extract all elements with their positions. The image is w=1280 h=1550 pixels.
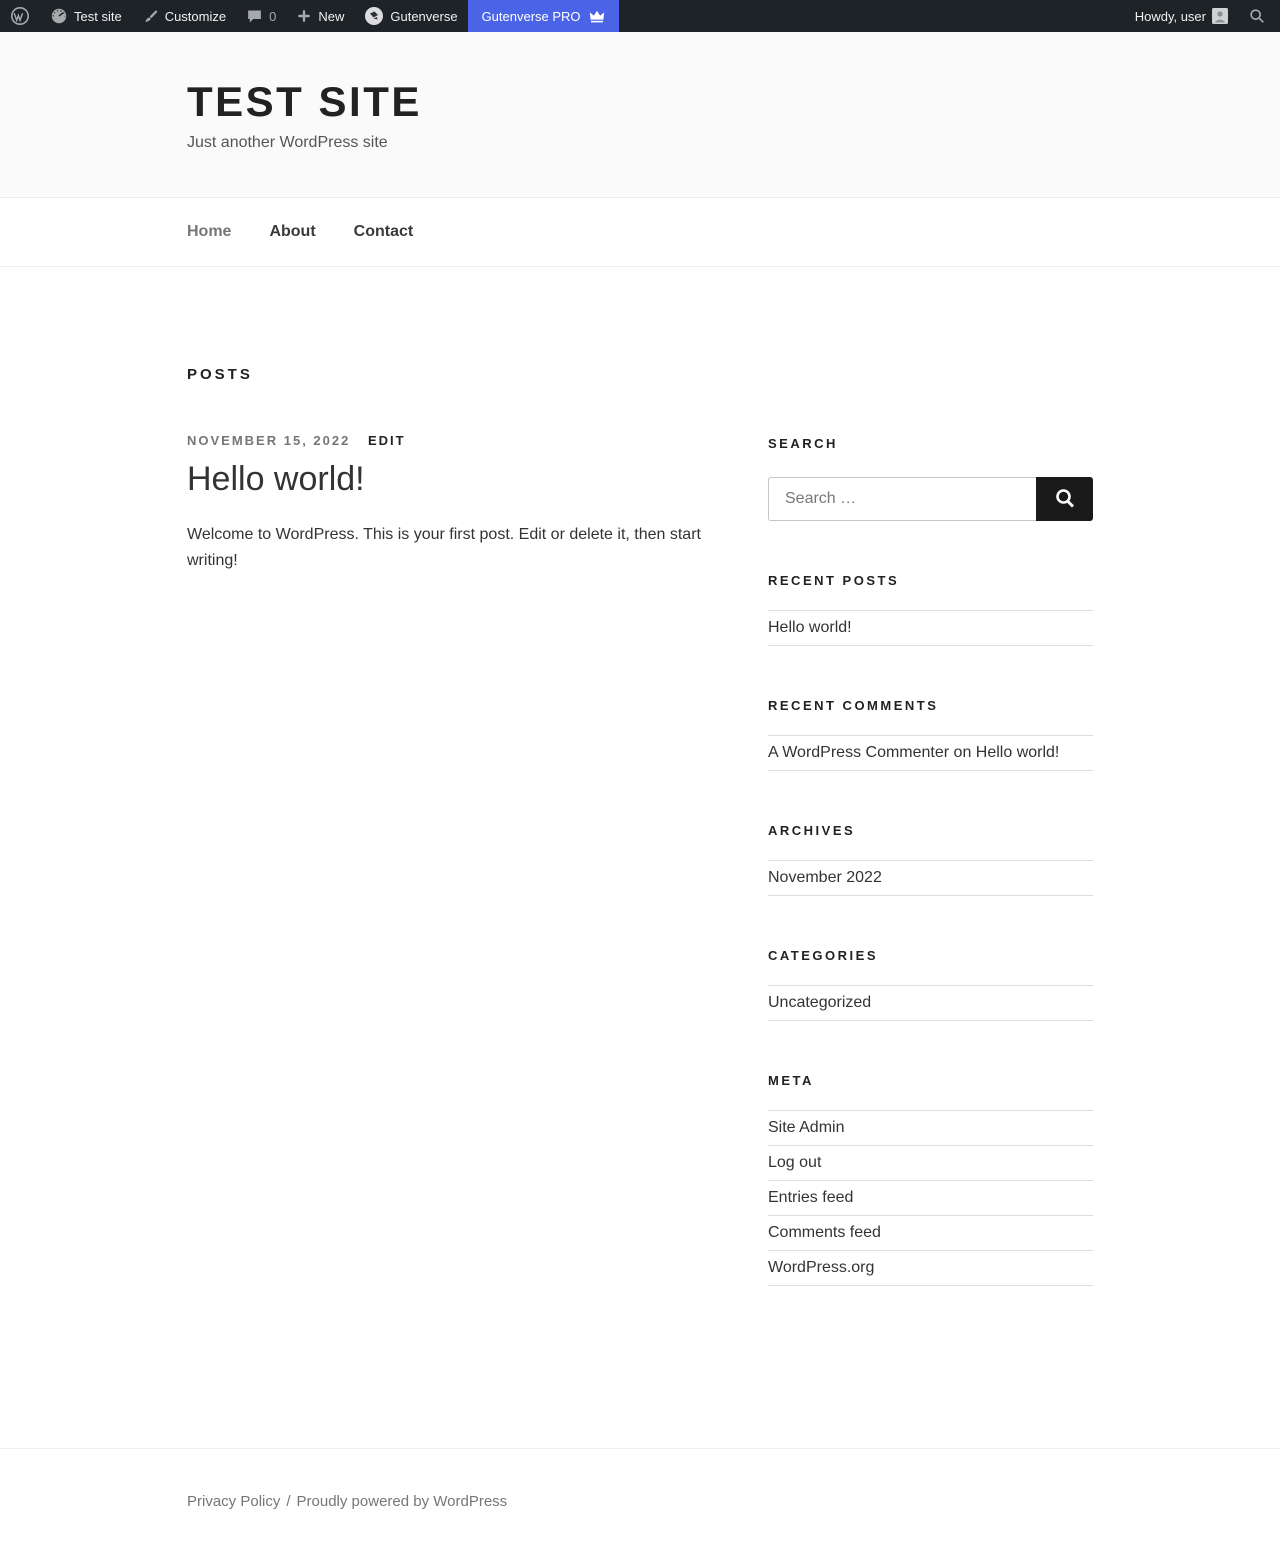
- site-tagline: Just another WordPress site: [187, 134, 388, 151]
- meta-link-entries-feed[interactable]: Entries feed: [768, 1189, 854, 1206]
- search-form: [768, 477, 1093, 521]
- list-item: [768, 1181, 1093, 1216]
- powered-by-link[interactable]: Proudly powered by WordPress: [296, 1493, 508, 1510]
- site-header: [0, 32, 1280, 197]
- customize-brush-icon: [142, 8, 159, 25]
- search-input[interactable]: [768, 477, 1036, 521]
- category-link[interactable]: Uncategorized: [768, 994, 872, 1011]
- wordpress-logo-icon: [10, 6, 30, 26]
- admin-bar-gutenverse-pro-label: Gutenverse PRO: [481, 8, 581, 24]
- comment-connector: on: [949, 744, 976, 761]
- admin-bar-new-label: New: [318, 8, 345, 24]
- new-plus-icon: [296, 8, 312, 24]
- wordpress-logo-icon[interactable]: [0, 0, 40, 32]
- list-item: [768, 611, 1093, 646]
- site-content: [187, 267, 1093, 1448]
- admin-bar-site-name[interactable]: [40, 0, 132, 32]
- admin-bar-site-name-label: Test site: [74, 8, 122, 24]
- dashboard-icon: [50, 7, 68, 25]
- widget-categories-heading: CATEGORIES: [768, 948, 878, 963]
- list-item: [768, 1216, 1093, 1251]
- widget-recent-comments: [768, 698, 1093, 771]
- post-date[interactable]: NOVEMBER 15, 2022: [187, 433, 351, 448]
- page-title: POSTS: [187, 366, 253, 383]
- meta-link-site-admin[interactable]: Site Admin: [768, 1119, 845, 1136]
- main-column: [187, 366, 712, 574]
- site-title[interactable]: TEST SITE: [187, 78, 422, 125]
- recent-post-link[interactable]: Hello world!: [768, 619, 852, 636]
- post-body: Welcome to WordPress. This is your first post. Edit or delete it, then start writing!: [187, 526, 701, 569]
- admin-bar-comments[interactable]: [236, 0, 286, 32]
- list-item: [768, 986, 1093, 1021]
- widget-recent-posts: [768, 573, 1093, 646]
- admin-bar-left: [0, 0, 619, 32]
- entry-meta: [187, 433, 712, 448]
- widget-categories: [768, 948, 1093, 1021]
- meta-link-wordpress-org[interactable]: WordPress.org: [768, 1259, 875, 1276]
- admin-bar-customize[interactable]: [132, 0, 236, 32]
- archives-list: [768, 860, 1093, 896]
- list-item: [768, 1146, 1093, 1181]
- privacy-policy-link[interactable]: Privacy Policy: [187, 1493, 281, 1510]
- comment-author-link[interactable]: A WordPress Commenter: [768, 744, 950, 761]
- list-item: [768, 736, 1093, 771]
- post-title-link[interactable]: Hello world!: [187, 460, 365, 498]
- admin-bar-my-account[interactable]: [1125, 0, 1238, 32]
- admin-bar-gutenverse-pro[interactable]: [468, 0, 619, 32]
- post-article: [187, 433, 712, 574]
- widget-archives-heading: ARCHIVES: [768, 823, 856, 838]
- howdy-text: Howdy, user: [1134, 8, 1206, 24]
- widget-recent-posts-heading: RECENT POSTS: [768, 573, 900, 588]
- comments-count: 0: [269, 8, 277, 24]
- nav-item-about[interactable]: About: [269, 223, 316, 240]
- gutenverse-icon: [364, 6, 384, 26]
- recent-posts-list: [768, 610, 1093, 646]
- list-item: [768, 1251, 1093, 1286]
- admin-bar-customize-label: Customize: [164, 8, 227, 24]
- comments-icon: [246, 8, 263, 25]
- list-item: [768, 1111, 1093, 1146]
- admin-bar-gutenverse-label: Gutenverse: [390, 8, 458, 24]
- admin-bar-gutenverse[interactable]: [354, 0, 467, 32]
- footer-text: [187, 1493, 1093, 1510]
- nav-item-home[interactable]: Home: [187, 223, 232, 240]
- top-navigation: [0, 197, 1280, 267]
- meta-list: [768, 1110, 1093, 1286]
- meta-link-comments-feed[interactable]: Comments feed: [768, 1224, 881, 1241]
- list-item: [768, 861, 1093, 896]
- comment-post-link[interactable]: Hello world!: [975, 744, 1060, 761]
- edit-link[interactable]: EDIT: [367, 433, 406, 448]
- search-submit-button[interactable]: [1036, 477, 1093, 521]
- footer-separator: /: [286, 1493, 291, 1510]
- crown-icon: [589, 9, 605, 23]
- admin-bar-right: [1125, 0, 1280, 32]
- meta-link-log-out[interactable]: Log out: [768, 1154, 822, 1171]
- search-submit-icon: [1053, 486, 1077, 513]
- widget-recent-comments-heading: RECENT COMMENTS: [768, 698, 939, 713]
- widget-meta-heading: META: [768, 1073, 814, 1088]
- categories-list: [768, 985, 1093, 1021]
- wp-admin-bar: [0, 0, 1280, 32]
- search-icon: [1248, 7, 1266, 25]
- sidebar: [768, 436, 1093, 1338]
- avatar: [1212, 8, 1228, 24]
- post-title: [187, 460, 712, 499]
- archive-link[interactable]: November 2022: [768, 869, 882, 886]
- recent-comments-list: [768, 735, 1093, 771]
- widget-search: [768, 436, 1093, 521]
- nav-item-contact[interactable]: Contact: [353, 223, 414, 240]
- widget-search-heading: SEARCH: [768, 436, 838, 451]
- admin-bar-new[interactable]: [286, 0, 354, 32]
- admin-bar-search[interactable]: [1238, 0, 1276, 32]
- site-footer: [0, 1448, 1280, 1550]
- widget-archives: [768, 823, 1093, 896]
- widget-meta: [768, 1073, 1093, 1286]
